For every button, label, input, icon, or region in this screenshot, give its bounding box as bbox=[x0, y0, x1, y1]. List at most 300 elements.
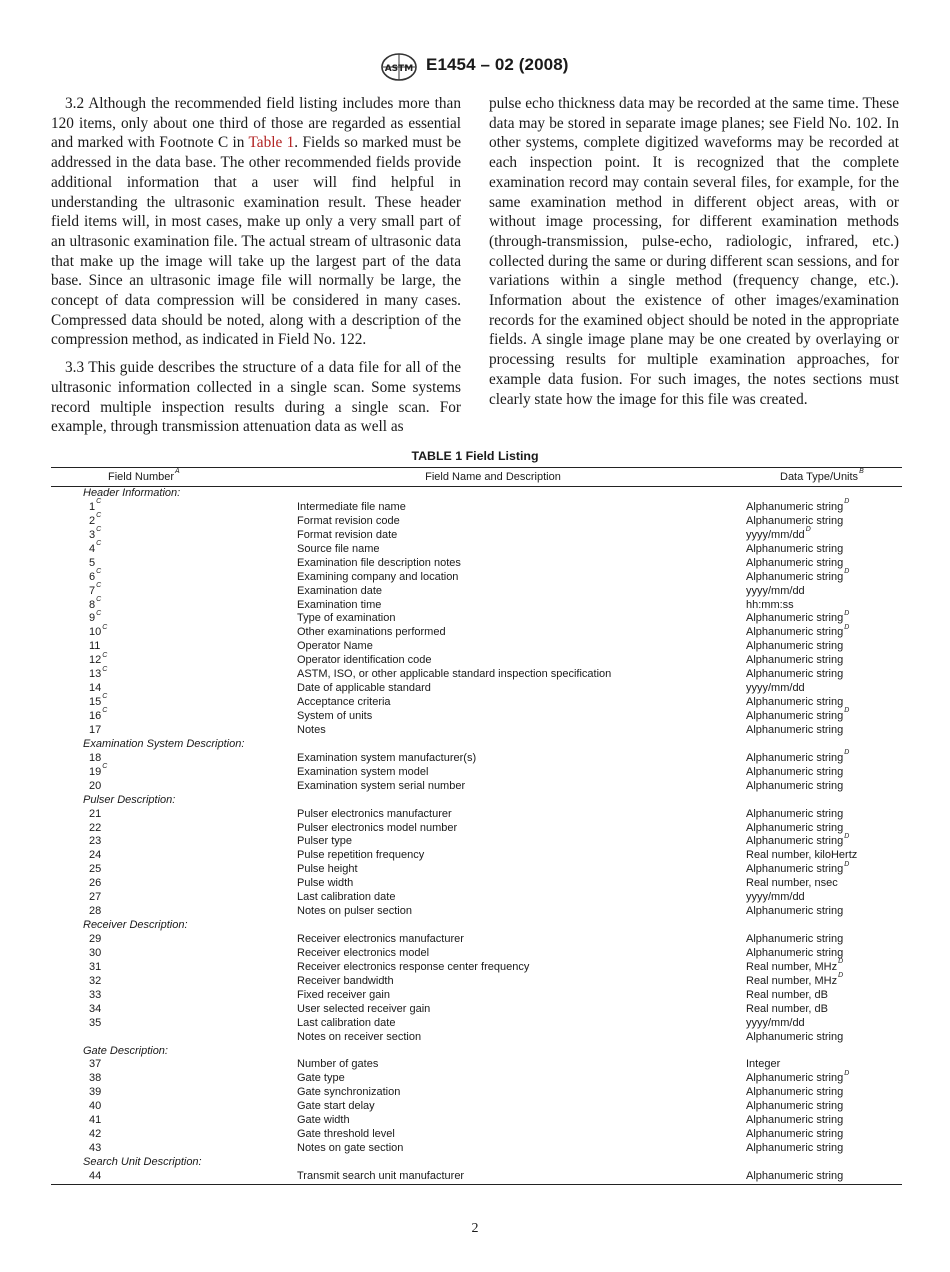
field-number-value: 26 bbox=[89, 877, 102, 890]
field-name: Examining company and location bbox=[297, 570, 459, 583]
field-name: Examination system model bbox=[297, 765, 429, 778]
table-row bbox=[51, 626, 902, 640]
logo-text: ASTM bbox=[384, 64, 414, 74]
table-section-row bbox=[51, 487, 902, 501]
table-row bbox=[51, 612, 902, 626]
table-row bbox=[51, 1017, 902, 1031]
table-row bbox=[51, 849, 902, 863]
field-number-value: 14 bbox=[89, 682, 102, 695]
field-name: Examination date bbox=[297, 584, 382, 597]
table-row bbox=[51, 1100, 902, 1114]
field-number bbox=[51, 1017, 240, 1031]
table-row bbox=[51, 696, 902, 710]
table-row bbox=[51, 975, 902, 989]
data-type bbox=[746, 780, 902, 794]
data-type bbox=[746, 877, 902, 891]
data-type-value: Alphanumeric string bbox=[746, 1030, 844, 1043]
field-number-value: 22 bbox=[89, 821, 102, 834]
field-number-value: 38 bbox=[89, 1072, 102, 1085]
field-number bbox=[51, 933, 240, 947]
field-name: Last calibration date bbox=[297, 1016, 396, 1029]
data-type-value: Alphanumeric string bbox=[746, 807, 844, 820]
data-type-value: Alphanumeric string bbox=[746, 946, 844, 959]
data-type-value: Real number, nsec bbox=[746, 877, 838, 890]
table-row bbox=[51, 599, 902, 613]
field-number bbox=[51, 1058, 240, 1072]
field-number bbox=[51, 947, 240, 961]
data-type bbox=[746, 808, 902, 822]
field-number-value: 33 bbox=[89, 988, 102, 1001]
field-number-value: 31 bbox=[89, 960, 102, 973]
footnote-marker: D bbox=[805, 526, 811, 534]
data-type-value: Alphanumeric string bbox=[746, 612, 844, 625]
page-header bbox=[0, 50, 950, 84]
field-name: ASTM, ISO, or other applicable standard inspection specification bbox=[297, 668, 612, 681]
field-number bbox=[51, 905, 240, 919]
field-number-value: 8 bbox=[89, 598, 96, 611]
footnote-marker: C bbox=[102, 651, 108, 659]
data-type bbox=[746, 849, 902, 863]
field-name: Examination system manufacturer(s) bbox=[297, 751, 477, 764]
footnote-marker: D bbox=[844, 832, 850, 840]
field-number bbox=[51, 1003, 240, 1017]
data-type-value: Alphanumeric string bbox=[746, 640, 844, 653]
data-type bbox=[746, 1017, 902, 1031]
table-row bbox=[51, 822, 902, 836]
field-listing-table bbox=[51, 467, 902, 1185]
data-type bbox=[746, 1170, 902, 1184]
footnote-marker: D bbox=[844, 749, 850, 757]
field-name: Pulser type bbox=[297, 835, 353, 848]
data-type bbox=[746, 724, 902, 738]
data-type-value: Alphanumeric string bbox=[746, 863, 844, 876]
table-row bbox=[51, 780, 902, 794]
field-number bbox=[51, 557, 240, 571]
data-type bbox=[746, 707, 902, 724]
field-number bbox=[51, 526, 240, 543]
field-number bbox=[51, 1100, 240, 1114]
field-number bbox=[51, 975, 240, 989]
field-number bbox=[51, 849, 240, 863]
paragraph-3-3: 3.3 This guide describes the structure of a data file for all of the ultrasonic information collected in a single scan. Some systems record multiple inspection results during a single scan. For example, through transmission attenuation data as well as bbox=[51, 359, 461, 436]
footnote-marker: C bbox=[102, 623, 108, 631]
data-type-value: Alphanumeric string bbox=[746, 933, 844, 945]
data-type-value: Alphanumeric string bbox=[746, 500, 844, 513]
data-type-value: yyyy/mm/dd bbox=[746, 682, 805, 695]
field-name: Pulser electronics manufacturer bbox=[297, 807, 452, 820]
field-name: User selected receiver gain bbox=[297, 1002, 431, 1015]
header-field-name: Field Name and Description bbox=[240, 468, 746, 487]
field-number bbox=[51, 665, 240, 682]
field-number-value: 5 bbox=[89, 556, 96, 569]
field-number-value: 3 bbox=[89, 528, 96, 541]
field-name: Notes on receiver section bbox=[297, 1030, 422, 1043]
table-row bbox=[51, 989, 902, 1003]
footnote-marker: D bbox=[844, 707, 850, 715]
data-type-value: Alphanumeric string bbox=[746, 723, 844, 736]
section-heading: Gate Description: bbox=[83, 1044, 168, 1057]
data-type bbox=[746, 749, 902, 766]
table-row bbox=[51, 1114, 902, 1128]
table-row bbox=[51, 710, 902, 724]
field-number bbox=[51, 1031, 240, 1045]
field-name: Notes on gate section bbox=[297, 1142, 404, 1155]
footnote-marker: C bbox=[96, 498, 102, 506]
data-type-value: Alphanumeric string bbox=[746, 1169, 844, 1182]
field-number bbox=[51, 623, 240, 640]
paragraph-3-2 bbox=[51, 94, 461, 350]
table-section-row bbox=[51, 738, 902, 752]
footnote-marker: C bbox=[96, 540, 102, 548]
footnote-marker: D bbox=[844, 609, 850, 617]
footnote-marker: C bbox=[102, 693, 108, 701]
field-number bbox=[51, 682, 240, 696]
data-type bbox=[746, 526, 902, 543]
table-row bbox=[51, 891, 902, 905]
field-number-value: 10 bbox=[89, 626, 102, 639]
field-number-value: 6 bbox=[89, 570, 96, 583]
table-row bbox=[51, 557, 902, 571]
field-name: Source file name bbox=[297, 542, 380, 555]
field-name: Pulser electronics model number bbox=[297, 821, 458, 834]
data-type bbox=[746, 599, 902, 613]
table-header-row bbox=[51, 468, 902, 487]
footnote-marker: D bbox=[844, 1069, 850, 1077]
field-name: Date of applicable standard bbox=[297, 682, 431, 695]
section-heading: Receiver Description: bbox=[83, 919, 188, 932]
field-name: Gate synchronization bbox=[297, 1086, 401, 1099]
field-name: Type of examination bbox=[297, 612, 396, 625]
data-type bbox=[746, 654, 902, 668]
table-section-row bbox=[51, 794, 902, 808]
data-type-value: yyyy/mm/dd bbox=[746, 528, 805, 541]
field-number bbox=[51, 724, 240, 738]
field-number-value: 19 bbox=[89, 765, 102, 778]
field-name: Pulse height bbox=[297, 863, 358, 876]
field-number bbox=[51, 822, 240, 836]
table-row bbox=[51, 752, 902, 766]
data-type bbox=[746, 766, 902, 780]
document-designation: E1454 – 02 (2008) bbox=[426, 55, 569, 74]
field-number-value: 17 bbox=[89, 723, 102, 736]
field-name: Other examinations performed bbox=[297, 626, 446, 639]
field-number-value: 43 bbox=[89, 1142, 102, 1155]
data-type bbox=[746, 557, 902, 571]
data-type-value: Real number, dB bbox=[746, 988, 828, 1001]
data-type-value: Alphanumeric string bbox=[746, 765, 844, 778]
field-number bbox=[51, 540, 240, 557]
table-row bbox=[51, 543, 902, 557]
field-number bbox=[51, 863, 240, 877]
footnote-marker: C bbox=[96, 526, 102, 534]
field-number-value: 37 bbox=[89, 1058, 102, 1071]
data-type bbox=[746, 1100, 902, 1114]
table-1-link[interactable]: Table 1 bbox=[248, 134, 295, 152]
data-type-value: yyyy/mm/dd bbox=[746, 584, 805, 597]
data-type-value: Alphanumeric string bbox=[746, 779, 844, 792]
data-type-value: Alphanumeric string bbox=[746, 821, 844, 834]
data-type bbox=[746, 905, 902, 919]
field-number bbox=[51, 512, 240, 529]
table-row bbox=[51, 654, 902, 668]
table-row bbox=[51, 682, 902, 696]
section-heading: Search Unit Description: bbox=[83, 1156, 202, 1168]
table-row bbox=[51, 877, 902, 891]
field-number bbox=[51, 835, 240, 849]
footnote-marker: C bbox=[96, 512, 102, 520]
field-number-value: 35 bbox=[89, 1016, 102, 1029]
data-type bbox=[746, 696, 902, 710]
footnote-marker: D bbox=[838, 958, 844, 966]
table-row bbox=[51, 1058, 902, 1072]
footnote-marker: D bbox=[844, 567, 850, 575]
data-type-value: yyyy/mm/dd bbox=[746, 891, 805, 904]
data-type-value: Real number, dB bbox=[746, 1002, 828, 1015]
field-name: Transmit search unit manufacturer bbox=[240, 1170, 746, 1184]
field-number bbox=[51, 567, 240, 585]
section-heading: Header Information: bbox=[83, 487, 181, 499]
field-number bbox=[51, 989, 240, 1003]
data-type bbox=[746, 947, 902, 961]
data-type bbox=[746, 640, 902, 654]
footnote-marker: C bbox=[96, 567, 102, 575]
field-number bbox=[51, 1086, 240, 1100]
field-number bbox=[51, 693, 240, 710]
field-name: Examination file description notes bbox=[297, 556, 461, 569]
data-type-value: Real number, MHz bbox=[746, 974, 838, 987]
field-number bbox=[51, 808, 240, 822]
table-row bbox=[51, 1142, 902, 1156]
table-row bbox=[51, 1086, 902, 1100]
data-type-value: Alphanumeric string bbox=[746, 514, 844, 527]
footnote-marker: D bbox=[844, 860, 850, 868]
data-type-value: Real number, kiloHertz bbox=[746, 849, 858, 862]
field-number-value: 7 bbox=[89, 584, 96, 597]
data-type bbox=[746, 543, 902, 557]
table-row bbox=[51, 835, 902, 849]
data-type bbox=[746, 832, 902, 849]
data-type-value: Alphanumeric string bbox=[746, 1114, 844, 1127]
footnote-marker: D bbox=[838, 972, 844, 980]
data-type bbox=[746, 623, 902, 640]
data-type bbox=[746, 860, 902, 877]
table-row bbox=[51, 501, 902, 515]
footnote-marker: C bbox=[96, 595, 102, 603]
field-number-value: 21 bbox=[89, 807, 102, 820]
table-row bbox=[51, 947, 902, 961]
table-row bbox=[51, 724, 902, 738]
data-type bbox=[746, 1128, 902, 1142]
table-row bbox=[51, 961, 902, 975]
data-type-value: Alphanumeric string bbox=[746, 1086, 844, 1099]
field-name: Operator Name bbox=[297, 640, 373, 653]
data-type bbox=[746, 1069, 902, 1086]
table-row bbox=[51, 1072, 902, 1086]
paragraph-3-2-text-a: 3.2 Although the recommended field listing includes more than 120 items, only about one third of those are regarded as essential and marked with Footnote C in bbox=[51, 95, 461, 152]
table-row bbox=[51, 1170, 902, 1184]
field-name: Pulse repetition frequency bbox=[297, 849, 425, 862]
field-number-value: 27 bbox=[89, 891, 102, 904]
field-number-value: 34 bbox=[89, 1002, 102, 1015]
data-type bbox=[746, 933, 902, 947]
field-number-value: 42 bbox=[89, 1128, 102, 1141]
field-name: System of units bbox=[297, 710, 373, 722]
field-name: Acceptance criteria bbox=[297, 696, 391, 709]
data-type bbox=[746, 958, 902, 975]
data-type-value: Alphanumeric string bbox=[746, 1100, 844, 1113]
data-type bbox=[746, 1031, 902, 1045]
section-heading: Examination System Description: bbox=[83, 737, 245, 750]
field-number bbox=[51, 780, 240, 794]
data-type-value: Alphanumeric string bbox=[746, 556, 844, 569]
footnote-marker: C bbox=[102, 707, 108, 715]
field-number-value: 32 bbox=[89, 974, 102, 987]
field-name: Pulse width bbox=[297, 877, 354, 890]
data-type-value: hh:mm:ss bbox=[746, 598, 794, 611]
data-type-value: yyyy/mm/dd bbox=[746, 1016, 805, 1029]
right-column bbox=[489, 94, 899, 417]
field-name: Intermediate file name bbox=[297, 500, 406, 513]
data-type-value: Real number, MHz bbox=[746, 960, 838, 973]
field-name: Gate start delay bbox=[297, 1100, 375, 1113]
field-number bbox=[51, 763, 240, 780]
field-name: Format revision date bbox=[297, 528, 398, 541]
data-type bbox=[746, 668, 902, 682]
data-type-value: Alphanumeric string bbox=[746, 570, 844, 583]
data-type bbox=[746, 567, 902, 585]
field-number bbox=[51, 1072, 240, 1086]
data-type-value: Alphanumeric string bbox=[746, 668, 844, 681]
table-row bbox=[51, 1128, 902, 1142]
footnote-marker: C bbox=[96, 581, 102, 589]
field-number-value: 1 bbox=[89, 500, 96, 513]
data-type bbox=[746, 989, 902, 1003]
header-field-number-label: Field Number bbox=[108, 471, 175, 483]
footnote-marker: A bbox=[175, 468, 180, 476]
field-number bbox=[51, 961, 240, 975]
field-name: Operator identification code bbox=[297, 654, 432, 667]
field-number-value: 29 bbox=[89, 933, 102, 945]
field-number-value: 39 bbox=[89, 1086, 102, 1099]
data-type-value: Alphanumeric string bbox=[746, 1128, 844, 1141]
header-data-type-label: Data Type/Units bbox=[780, 471, 859, 483]
data-type bbox=[746, 822, 902, 836]
data-type-value: Alphanumeric string bbox=[746, 905, 844, 918]
table-section-row bbox=[51, 1045, 902, 1059]
field-number-value: 9 bbox=[89, 612, 96, 625]
data-type-value: Alphanumeric string bbox=[746, 710, 844, 722]
left-column bbox=[51, 94, 461, 445]
field-number-value: 2 bbox=[89, 514, 96, 527]
field-name: Examination system serial number bbox=[297, 779, 466, 792]
table-row bbox=[51, 1003, 902, 1017]
field-number-value: 20 bbox=[89, 779, 102, 792]
data-type-value: Alphanumeric string bbox=[746, 1142, 844, 1155]
field-name: Format revision code bbox=[297, 514, 400, 527]
field-number-value: 23 bbox=[89, 835, 102, 848]
table-row bbox=[51, 808, 902, 822]
table-row bbox=[51, 515, 902, 529]
header-data-type bbox=[746, 468, 902, 487]
field-number-value: 13 bbox=[89, 668, 102, 681]
field-number-value: 12 bbox=[89, 654, 102, 667]
data-type-value: Alphanumeric string bbox=[746, 751, 844, 764]
field-number-value: 28 bbox=[89, 905, 102, 918]
field-number bbox=[51, 1170, 240, 1184]
field-number bbox=[51, 609, 240, 626]
field-number-value: 24 bbox=[89, 849, 102, 862]
field-name: Gate width bbox=[297, 1114, 350, 1127]
field-number bbox=[51, 1142, 240, 1156]
table-row bbox=[51, 933, 902, 947]
field-number bbox=[51, 595, 240, 613]
field-number-value: 16 bbox=[89, 710, 102, 722]
table-body bbox=[51, 487, 902, 1185]
field-name: Receiver electronics model bbox=[297, 946, 430, 959]
field-number bbox=[51, 1114, 240, 1128]
data-type bbox=[746, 891, 902, 905]
table-row bbox=[51, 585, 902, 599]
page-number: 2 bbox=[471, 1221, 479, 1236]
field-number bbox=[51, 891, 240, 905]
field-number-value: 4 bbox=[89, 542, 96, 555]
field-number bbox=[51, 581, 240, 599]
field-number bbox=[51, 877, 240, 891]
field-name: Examination time bbox=[297, 598, 382, 611]
data-type-value: Alphanumeric string bbox=[746, 696, 844, 709]
field-name: Notes bbox=[297, 723, 326, 736]
field-number bbox=[51, 707, 240, 724]
field-number-value: 11 bbox=[89, 640, 101, 653]
footnote-marker: C bbox=[102, 763, 108, 771]
footnote-marker: B bbox=[859, 468, 864, 476]
header-field-number bbox=[51, 468, 240, 487]
table-row bbox=[51, 529, 902, 543]
data-type-value: Alphanumeric string bbox=[746, 835, 844, 848]
field-number bbox=[51, 498, 240, 515]
field-number-value: 41 bbox=[89, 1114, 102, 1127]
field-name: Gate type bbox=[297, 1072, 345, 1085]
field-number-value: 25 bbox=[89, 863, 102, 876]
field-name: Last calibration date bbox=[297, 891, 396, 904]
data-type bbox=[746, 609, 902, 626]
field-number bbox=[51, 651, 240, 668]
field-number bbox=[51, 640, 240, 654]
table-section-row bbox=[51, 919, 902, 933]
data-type bbox=[746, 682, 902, 696]
field-number-value: 18 bbox=[89, 751, 102, 764]
table-row bbox=[51, 905, 902, 919]
data-type bbox=[746, 515, 902, 529]
field-number-value: 40 bbox=[89, 1100, 102, 1113]
field-name: Gate threshold level bbox=[297, 1128, 395, 1141]
data-type bbox=[746, 972, 902, 989]
data-type-value: Alphanumeric string bbox=[746, 542, 844, 555]
field-number-value: 15 bbox=[89, 696, 102, 709]
data-type bbox=[746, 1086, 902, 1100]
data-type bbox=[746, 1114, 902, 1128]
field-name: Receiver bandwidth bbox=[297, 974, 394, 987]
field-number-value: 44 bbox=[89, 1169, 102, 1182]
table-row bbox=[51, 640, 902, 654]
table-caption: TABLE 1 Field Listing bbox=[411, 449, 539, 463]
field-name: Receiver electronics response center frequency bbox=[297, 960, 530, 973]
field-name: Notes on pulser section bbox=[297, 905, 412, 918]
data-type-value: Integer bbox=[746, 1058, 781, 1071]
table-row bbox=[51, 863, 902, 877]
data-type-value: Alphanumeric string bbox=[746, 1072, 844, 1085]
data-type bbox=[746, 1142, 902, 1156]
